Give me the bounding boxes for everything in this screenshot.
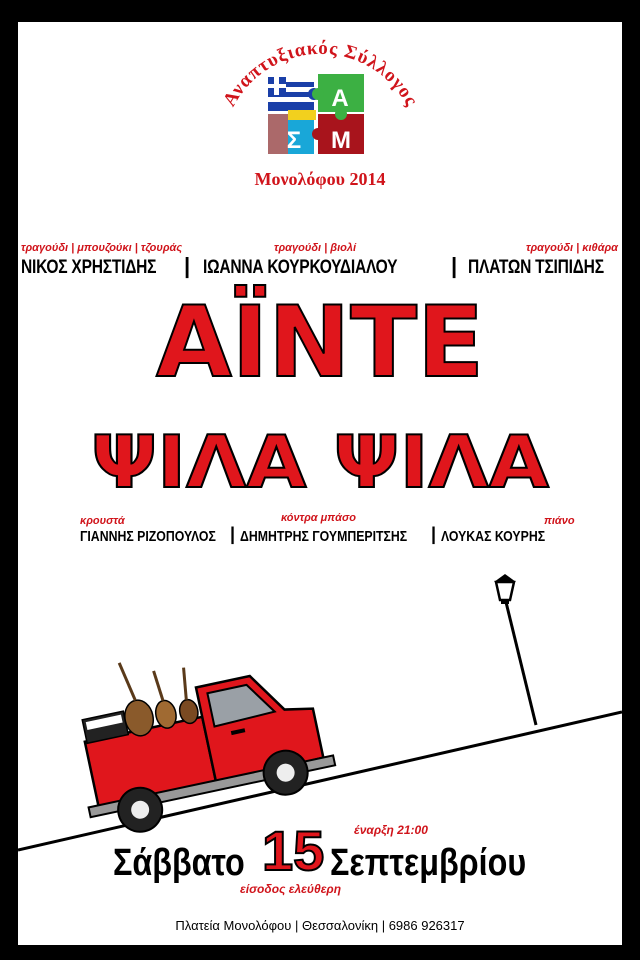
footer-info: Πλατεία Μονολόφου | Θεσσαλονίκη | 6986 926317 xyxy=(175,918,465,933)
logo-arc-text: Αναπτυξιακός Σύλλογος xyxy=(219,37,422,111)
poster xyxy=(18,22,622,945)
event-day: Σάββατο xyxy=(113,842,245,884)
lamp-post-icon xyxy=(494,574,536,725)
association-logo xyxy=(18,22,622,222)
truck-illustration xyxy=(18,562,622,862)
event-start-time: έναρξη 21:00 xyxy=(354,823,428,837)
musician-name-6: ΛΟΥΚΑΣ ΚΟΥΡΗΣ xyxy=(441,528,546,545)
role-5: κόντρα μπάσο xyxy=(281,512,356,524)
title-line-2: ΨΙΛΑ ΨΙΛΑ xyxy=(91,420,549,504)
role-2: τραγούδι | βιολί xyxy=(274,242,357,254)
title-line-1: ΑΪΝΤΕ xyxy=(155,286,485,400)
role-6: πιάνο xyxy=(544,515,575,527)
separator: | xyxy=(184,253,191,278)
musician-name-3: ΠΛΑΤΩΝ ΤΣΙΠΙΔΗΣ xyxy=(468,257,604,278)
role-3: τραγούδι | κιθάρα xyxy=(526,242,618,254)
logo-letter-s: Σ xyxy=(286,127,302,154)
logo-letter-m: Μ xyxy=(331,127,351,154)
separator: | xyxy=(230,524,236,544)
logo-bottom-text: Μονολόφου 2014 xyxy=(254,169,386,189)
musician-name-5: ΔΗΜΗΤΡΗΣ ΓΟΥΜΠΕΡΙΤΣΗΣ xyxy=(240,528,408,545)
musician-name-1: ΝΙΚΟΣ ΧΡΗΣΤΙΔΗΣ xyxy=(21,257,157,278)
role-4: κρουστά xyxy=(80,515,125,527)
event-entry: είσοδος ελεύθερη xyxy=(240,882,342,896)
musician-name-2: ΙΩΑΝΝΑ ΚΟΥΡΚΟΥΔΙΑΛΟΥ xyxy=(203,257,398,278)
event-month: Σεπτεμβρίου xyxy=(330,842,527,884)
role-1: τραγούδι | μπουζούκι | τζουράς xyxy=(21,242,183,254)
logo-letter-a: Α xyxy=(331,85,349,112)
musician-name-4: ΓΙΑΝΝΗΣ ΡΙΖΟΠΟΥΛΟΣ xyxy=(80,528,216,545)
event-date: 15 xyxy=(262,819,325,882)
separator: | xyxy=(451,253,458,278)
separator: | xyxy=(431,524,437,544)
